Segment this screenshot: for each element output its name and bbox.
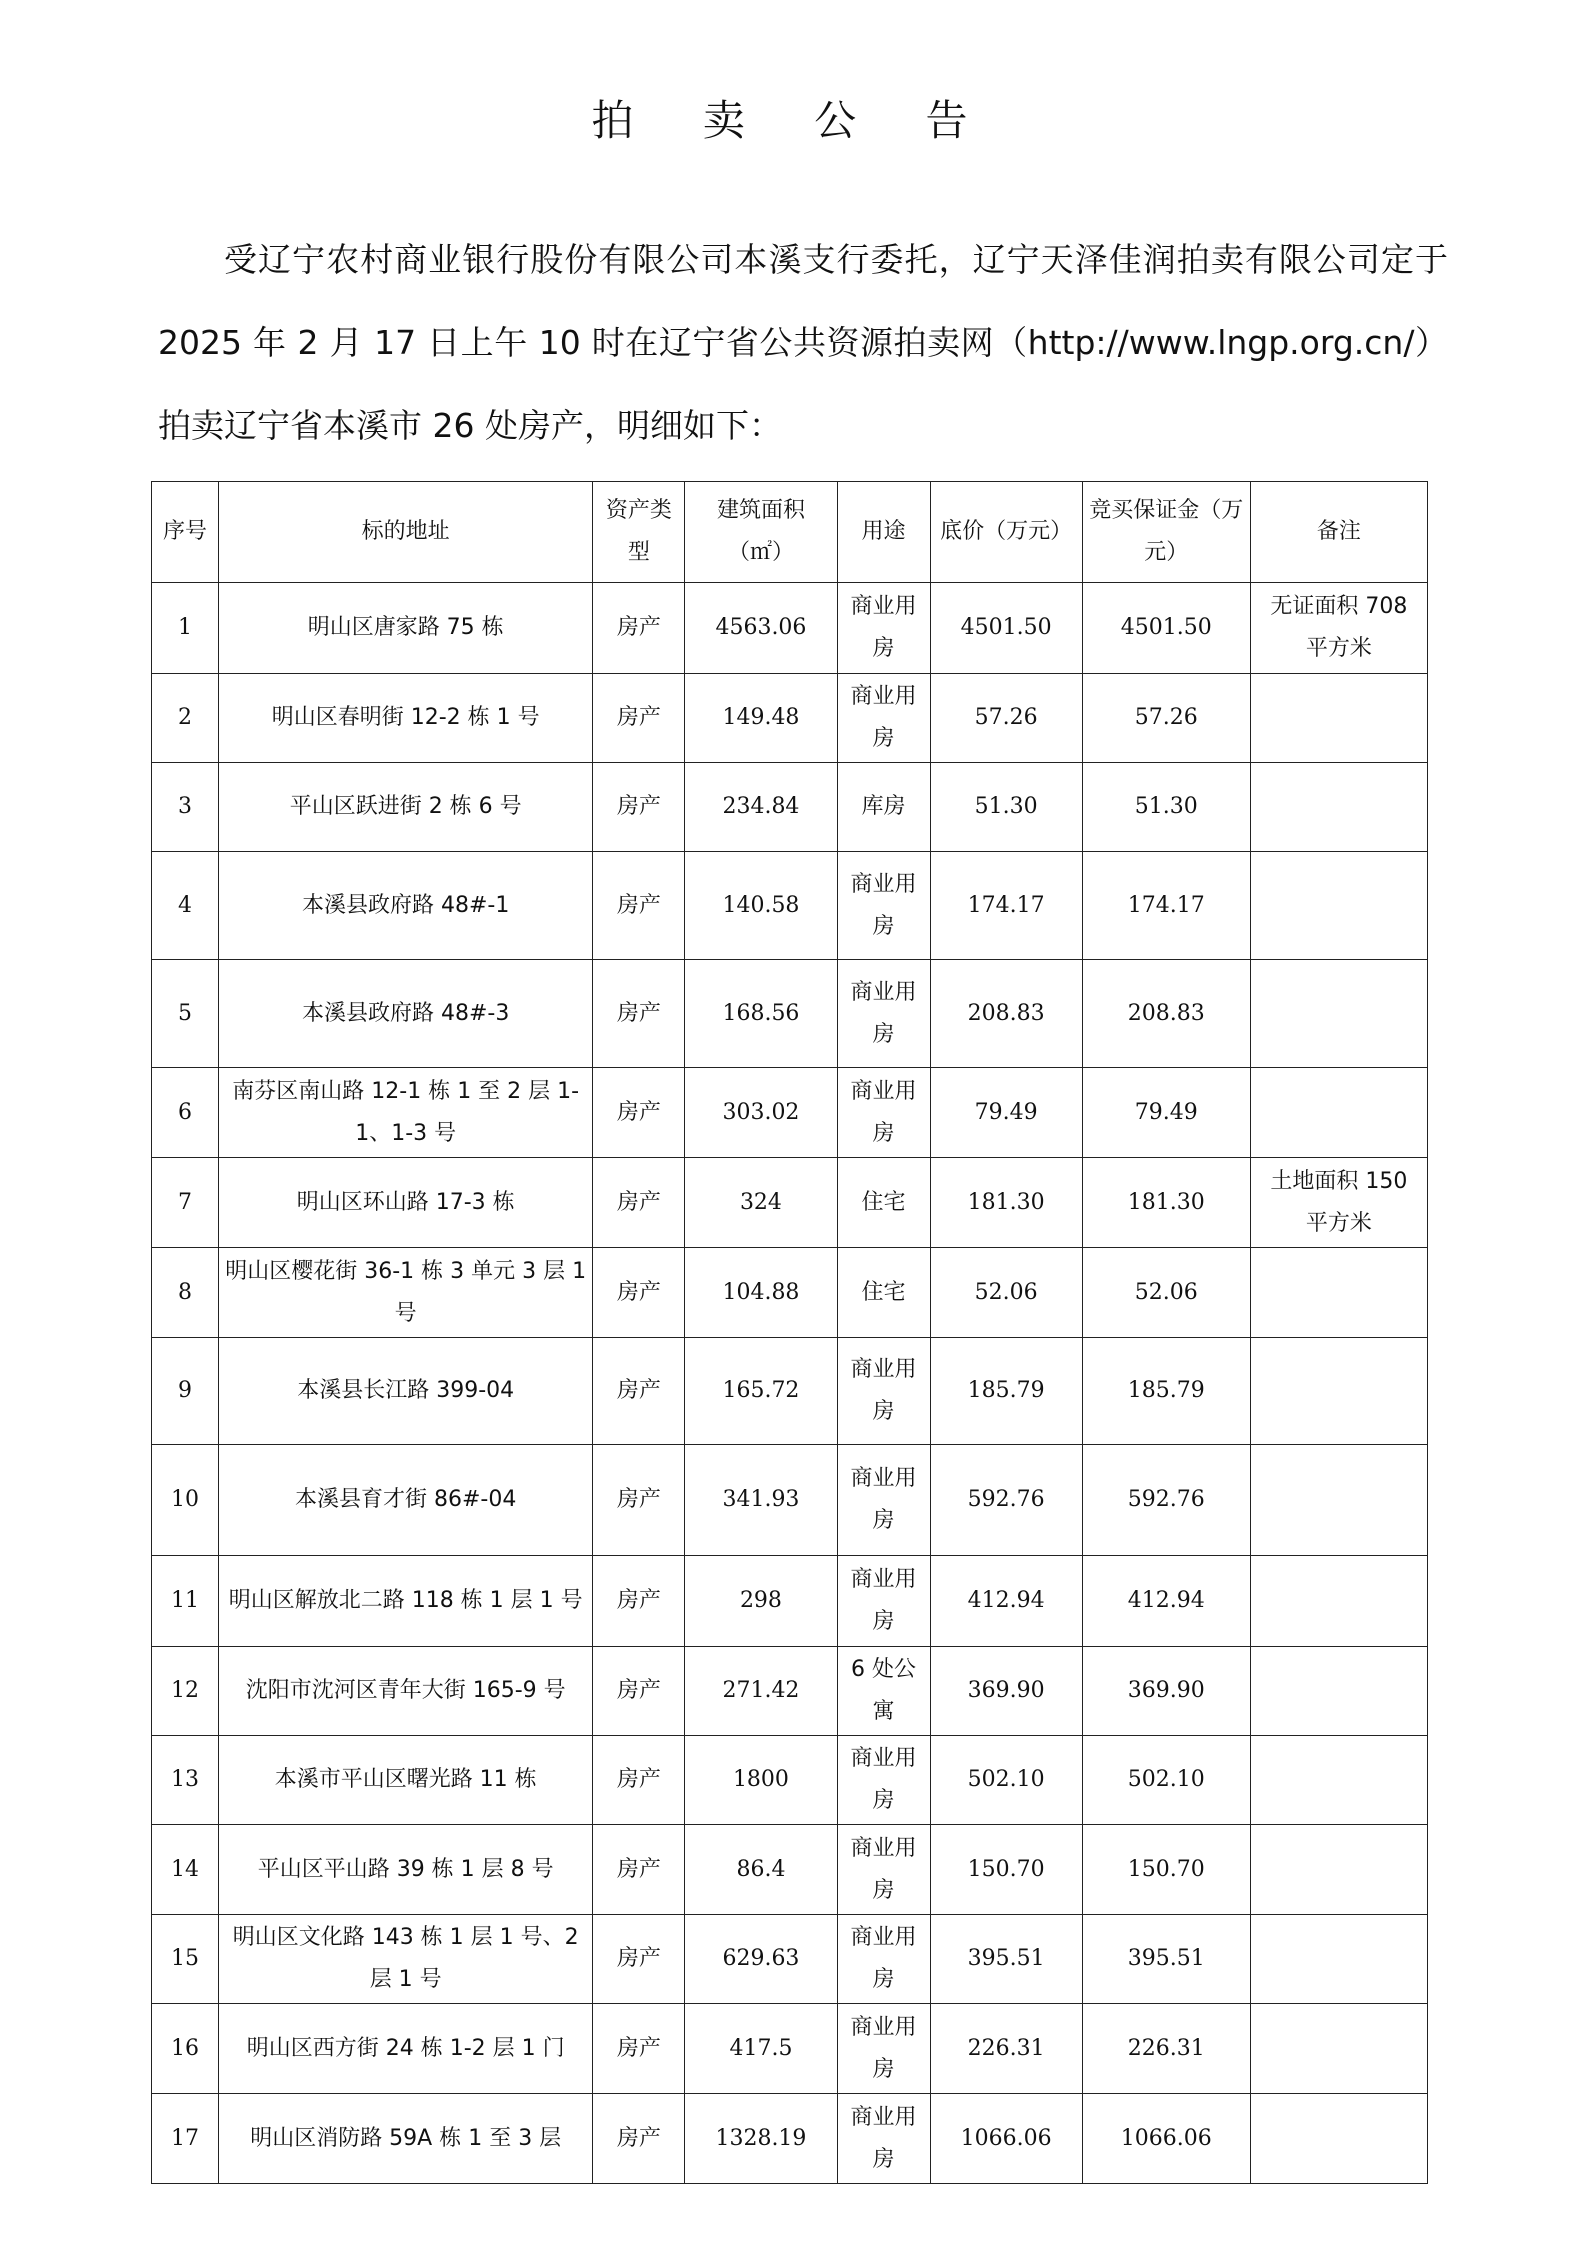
- cell-price: 226.31: [930, 2004, 1082, 2094]
- table-row: [152, 1647, 1428, 1736]
- cell-note: [1250, 1647, 1427, 1736]
- cell-no: 9: [152, 1338, 219, 1445]
- cell-price: 502.10: [930, 1736, 1082, 1825]
- cell-address: 明山区春明街 12-2 栋 1 号: [219, 674, 593, 763]
- cell-note: [1250, 1338, 1427, 1445]
- cell-no: 4: [152, 852, 219, 960]
- header-note: 备注: [1250, 482, 1427, 583]
- cell-address: 明山区文化路 143 栋 1 层 1 号、2 层 1 号: [219, 1915, 593, 2004]
- page-title: 拍 卖 公 告: [591, 96, 996, 145]
- cell-area: 1800: [685, 1736, 837, 1825]
- cell-type: 房产: [593, 1248, 685, 1338]
- cell-address: 平山区平山路 39 栋 1 层 8 号: [219, 1825, 593, 1915]
- cell-no: 11: [152, 1556, 219, 1647]
- cell-deposit: 592.76: [1082, 1445, 1250, 1556]
- cell-no: 10: [152, 1445, 219, 1556]
- cell-no: 17: [152, 2094, 219, 2184]
- table-row: [152, 1915, 1428, 2004]
- cell-price: 4501.50: [930, 583, 1082, 674]
- cell-area: 629.63: [685, 1915, 837, 2004]
- cell-deposit: 79.49: [1082, 1068, 1250, 1158]
- cell-note: 无证面积 708 平方米: [1250, 583, 1427, 674]
- table-row: [152, 1068, 1428, 1158]
- cell-price: 57.26: [930, 674, 1082, 763]
- cell-address: 沈阳市沈河区青年大街 165-9 号: [219, 1647, 593, 1736]
- cell-note: [1250, 1445, 1427, 1556]
- cell-price: 150.70: [930, 1825, 1082, 1915]
- cell-deposit: 226.31: [1082, 2004, 1250, 2094]
- cell-use: 商业用房: [837, 1068, 930, 1158]
- table-row: [152, 1556, 1428, 1647]
- cell-no: 15: [152, 1915, 219, 2004]
- cell-deposit: 1066.06: [1082, 2094, 1250, 2184]
- cell-address: 平山区跃进街 2 栋 6 号: [219, 763, 593, 852]
- cell-address: 明山区解放北二路 118 栋 1 层 1 号: [219, 1556, 593, 1647]
- cell-use: 商业用房: [837, 2004, 930, 2094]
- cell-deposit: 150.70: [1082, 1825, 1250, 1915]
- cell-type: 房产: [593, 763, 685, 852]
- cell-address: 明山区樱花街 36-1 栋 3 单元 3 层 1 号: [219, 1248, 593, 1338]
- cell-use: 商业用房: [837, 960, 930, 1068]
- table-row: [152, 1158, 1428, 1248]
- cell-price: 51.30: [930, 763, 1082, 852]
- cell-note: [1250, 2094, 1427, 2184]
- cell-area: 104.88: [685, 1248, 837, 1338]
- cell-address: 本溪县育才街 86#-04: [219, 1445, 593, 1556]
- cell-area: 271.42: [685, 1647, 837, 1736]
- table-row: [152, 1248, 1428, 1338]
- cell-note: [1250, 1248, 1427, 1338]
- cell-use: 库房: [837, 763, 930, 852]
- cell-note: [1250, 1915, 1427, 2004]
- table-row: [152, 852, 1428, 960]
- cell-use: 商业用房: [837, 1736, 930, 1825]
- table-row: [152, 674, 1428, 763]
- cell-no: 8: [152, 1248, 219, 1338]
- cell-type: 房产: [593, 1736, 685, 1825]
- cell-area: 341.93: [685, 1445, 837, 1556]
- cell-note: [1250, 852, 1427, 960]
- cell-use: 商业用房: [837, 1556, 930, 1647]
- table-row: [152, 2004, 1428, 2094]
- cell-type: 房产: [593, 583, 685, 674]
- table-row: [152, 1825, 1428, 1915]
- table-row: [152, 1445, 1428, 1556]
- cell-area: 298: [685, 1556, 837, 1647]
- cell-type: 房产: [593, 2004, 685, 2094]
- cell-use: 商业用房: [837, 583, 930, 674]
- cell-price: 208.83: [930, 960, 1082, 1068]
- cell-no: 16: [152, 2004, 219, 2094]
- cell-price: 174.17: [930, 852, 1082, 960]
- table-header-row: [152, 482, 1428, 583]
- cell-price: 79.49: [930, 1068, 1082, 1158]
- cell-type: 房产: [593, 1915, 685, 2004]
- table-row: [152, 1338, 1428, 1445]
- cell-address: 本溪县长江路 399-04: [219, 1338, 593, 1445]
- header-type: 资产类型: [593, 482, 685, 583]
- cell-price: 395.51: [930, 1915, 1082, 2004]
- cell-note: [1250, 763, 1427, 852]
- cell-area: 324: [685, 1158, 837, 1248]
- cell-no: 14: [152, 1825, 219, 1915]
- cell-price: 369.90: [930, 1647, 1082, 1736]
- cell-no: 3: [152, 763, 219, 852]
- cell-address: 本溪市平山区曙光路 11 栋: [219, 1736, 593, 1825]
- cell-deposit: 52.06: [1082, 1248, 1250, 1338]
- cell-deposit: 174.17: [1082, 852, 1250, 960]
- cell-price: 181.30: [930, 1158, 1082, 1248]
- cell-area: 149.48: [685, 674, 837, 763]
- cell-use: 6 处公寓: [837, 1647, 930, 1736]
- cell-deposit: 369.90: [1082, 1647, 1250, 1736]
- cell-deposit: 208.83: [1082, 960, 1250, 1068]
- cell-use: 商业用房: [837, 852, 930, 960]
- cell-use: 住宅: [837, 1158, 930, 1248]
- cell-deposit: 185.79: [1082, 1338, 1250, 1445]
- cell-type: 房产: [593, 2094, 685, 2184]
- cell-area: 86.4: [685, 1825, 837, 1915]
- cell-type: 房产: [593, 1158, 685, 1248]
- cell-note: [1250, 1736, 1427, 1825]
- header-price: 底价（万元）: [930, 482, 1082, 583]
- cell-address: 南芬区南山路 12-1 栋 1 至 2 层 1-1、1-3 号: [219, 1068, 593, 1158]
- cell-price: 1066.06: [930, 2094, 1082, 2184]
- cell-use: 商业用房: [837, 1825, 930, 1915]
- cell-no: 13: [152, 1736, 219, 1825]
- cell-area: 168.56: [685, 960, 837, 1068]
- cell-deposit: 181.30: [1082, 1158, 1250, 1248]
- cell-no: 5: [152, 960, 219, 1068]
- cell-address: 本溪县政府路 48#-3: [219, 960, 593, 1068]
- cell-deposit: 51.30: [1082, 763, 1250, 852]
- cell-deposit: 4501.50: [1082, 583, 1250, 674]
- cell-address: 明山区唐家路 75 栋: [219, 583, 593, 674]
- table-row: [152, 1736, 1428, 1825]
- cell-note: [1250, 674, 1427, 763]
- table-row: [152, 763, 1428, 852]
- cell-deposit: 57.26: [1082, 674, 1250, 763]
- cell-deposit: 412.94: [1082, 1556, 1250, 1647]
- cell-type: 房产: [593, 852, 685, 960]
- cell-note: [1250, 960, 1427, 1068]
- cell-note: [1250, 1556, 1427, 1647]
- table-row: [152, 960, 1428, 1068]
- intro-paragraph: 受辽宁农村商业银行股份有限公司本溪支行委托，辽宁天泽佳润拍卖有限公司定于 2025 年 2 月 17 日上午 10 时在辽宁省公共资源拍卖网（http://www.lngp.org.cn/）拍卖辽宁省本溪市 26 处房产，明细如下：: [158, 240, 1448, 445]
- cell-type: 房产: [593, 1825, 685, 1915]
- cell-no: 2: [152, 674, 219, 763]
- cell-type: 房产: [593, 1556, 685, 1647]
- cell-address: 明山区西方街 24 栋 1-2 层 1 门: [219, 2004, 593, 2094]
- cell-deposit: 502.10: [1082, 1736, 1250, 1825]
- cell-use: 商业用房: [837, 1915, 930, 2004]
- cell-use: 商业用房: [837, 2094, 930, 2184]
- cell-type: 房产: [593, 1068, 685, 1158]
- cell-area: 234.84: [685, 763, 837, 852]
- cell-area: 140.58: [685, 852, 837, 960]
- header-use: 用途: [837, 482, 930, 583]
- cell-note: [1250, 1825, 1427, 1915]
- cell-no: 6: [152, 1068, 219, 1158]
- header-deposit: 竞买保证金（万元）: [1082, 482, 1250, 583]
- cell-price: 412.94: [930, 1556, 1082, 1647]
- cell-use: 商业用房: [837, 1445, 930, 1556]
- cell-price: 52.06: [930, 1248, 1082, 1338]
- cell-type: 房产: [593, 1647, 685, 1736]
- cell-area: 1328.19: [685, 2094, 837, 2184]
- table-row: [152, 583, 1428, 674]
- table-body: [152, 583, 1428, 2184]
- cell-note: [1250, 1068, 1427, 1158]
- cell-price: 185.79: [930, 1338, 1082, 1445]
- cell-price: 592.76: [930, 1445, 1082, 1556]
- table-row: [152, 2094, 1428, 2184]
- cell-use: 商业用房: [837, 674, 930, 763]
- cell-no: 12: [152, 1647, 219, 1736]
- cell-address: 本溪县政府路 48#-1: [219, 852, 593, 960]
- cell-type: 房产: [593, 1338, 685, 1445]
- cell-no: 1: [152, 583, 219, 674]
- cell-area: 303.02: [685, 1068, 837, 1158]
- cell-note: 土地面积 150 平方米: [1250, 1158, 1427, 1248]
- cell-deposit: 395.51: [1082, 1915, 1250, 2004]
- cell-address: 明山区环山路 17-3 栋: [219, 1158, 593, 1248]
- auction-lots-table: [151, 481, 1428, 2184]
- cell-use: 住宅: [837, 1248, 930, 1338]
- header-no: 序号: [152, 482, 219, 583]
- cell-address: 明山区消防路 59A 栋 1 至 3 层: [219, 2094, 593, 2184]
- header-area: 建筑面积（㎡）: [685, 482, 837, 583]
- cell-area: 165.72: [685, 1338, 837, 1445]
- cell-no: 7: [152, 1158, 219, 1248]
- cell-type: 房产: [593, 674, 685, 763]
- cell-type: 房产: [593, 1445, 685, 1556]
- header-address: 标的地址: [219, 482, 593, 583]
- cell-type: 房产: [593, 960, 685, 1068]
- cell-note: [1250, 2004, 1427, 2094]
- cell-area: 4563.06: [685, 583, 837, 674]
- cell-use: 商业用房: [837, 1338, 930, 1445]
- cell-area: 417.5: [685, 2004, 837, 2094]
